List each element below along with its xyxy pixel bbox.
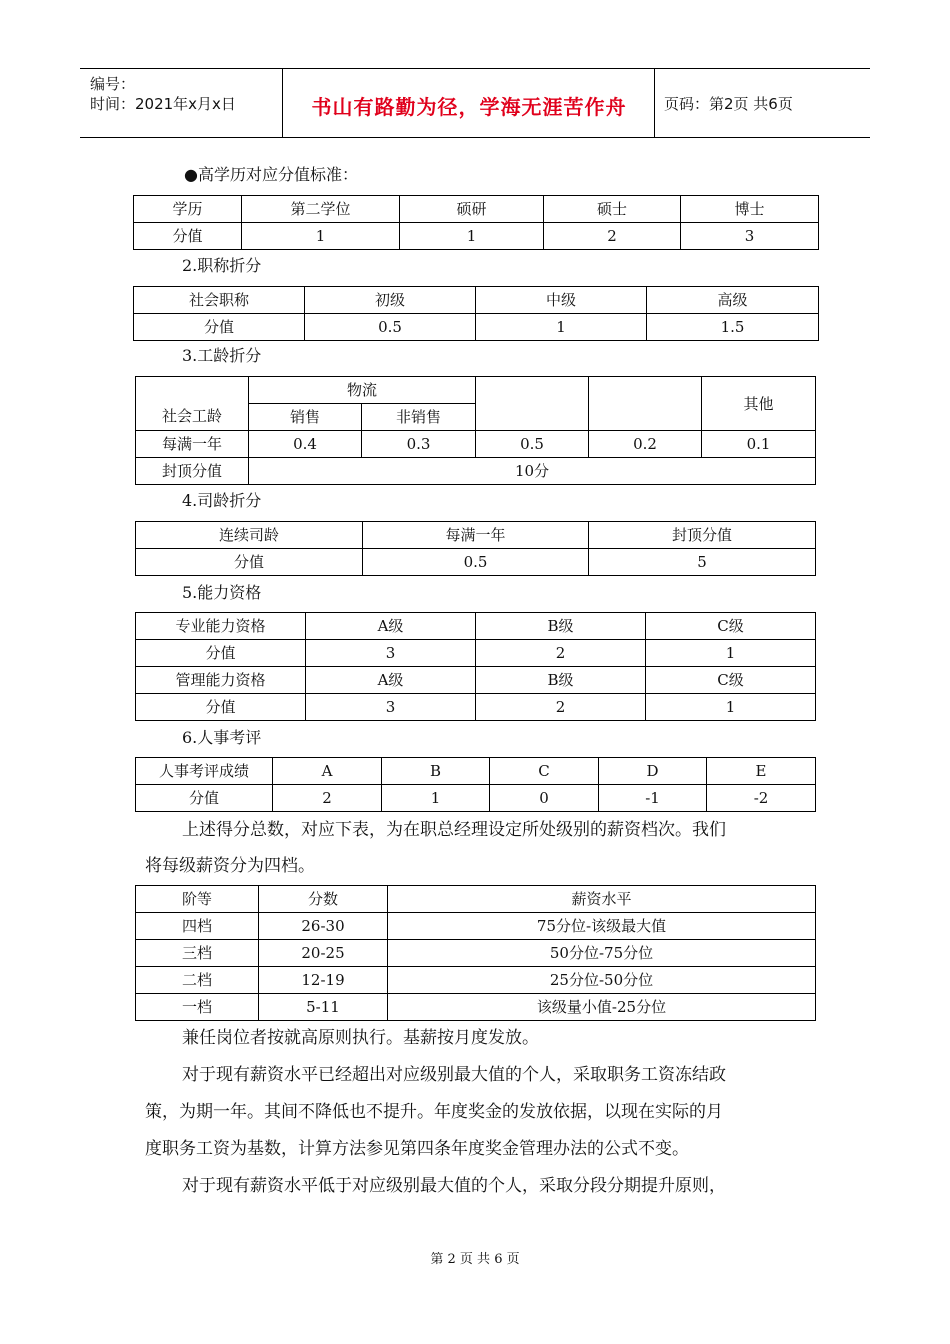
table-cell: 分值: [134, 223, 242, 250]
table-cell: 1: [646, 640, 816, 667]
table-row: [136, 667, 816, 694]
table-cell: 三档: [136, 940, 259, 967]
table-row: [136, 785, 816, 812]
table-cell: 25分位-50分位: [388, 967, 816, 994]
table-header-cell: 分数: [259, 886, 388, 913]
table-cell: 分值: [136, 640, 306, 667]
table-row: [134, 314, 819, 341]
table-cell: 0.1: [702, 431, 816, 458]
table-cell: 1: [476, 314, 647, 341]
table-cell: 硕士: [544, 196, 681, 223]
table-cell: 3: [306, 694, 476, 721]
table-cell: 2: [476, 640, 646, 667]
table-cell: 0: [490, 785, 599, 812]
table-cell: 12-19: [259, 967, 388, 994]
appraisal-table: [135, 757, 816, 812]
table-cell: B级: [476, 613, 646, 640]
salary-table: [135, 885, 816, 1021]
table-cell: 二档: [136, 967, 259, 994]
table-row: [136, 522, 816, 549]
document-date: 时间：2021年x月x日: [90, 95, 236, 113]
table-cell: 第二学位: [242, 196, 400, 223]
intro-line: 上述得分总数，对应下表，为在职总经理设定所处级别的薪资档次。我们: [182, 820, 726, 840]
table-cell: 封顶分值: [136, 458, 249, 485]
table-cell: 5-11: [259, 994, 388, 1021]
table-cell: D: [599, 758, 707, 785]
table-row: [136, 967, 816, 994]
table-cell: 0.4: [249, 431, 362, 458]
table-cell: 中级: [476, 287, 647, 314]
table-cell: A级: [306, 613, 476, 640]
table-cell: C级: [646, 667, 816, 694]
table-row: [134, 223, 819, 250]
appraisal-heading: 6.人事考评: [182, 728, 262, 747]
table-cell: 1: [242, 223, 400, 250]
table-cell: 每满一年: [136, 431, 249, 458]
education-table: [133, 195, 819, 250]
body-paragraph: 对于现有薪资水平低于对应级别最大值的个人，采取分段分期提升原则，: [182, 1176, 726, 1196]
table-cell: 3: [681, 223, 819, 250]
table-row: [136, 458, 816, 485]
table-cell: 分值: [136, 785, 273, 812]
table-cell: A: [273, 758, 382, 785]
table-cell: 销售: [249, 404, 362, 431]
table-header-cell: 阶等: [136, 886, 259, 913]
table-cell: 75分位-该级最大值: [388, 913, 816, 940]
seniority-table: [135, 376, 816, 485]
table-cell: 2: [273, 785, 382, 812]
body-paragraph: 度职务工资为基数，计算方法参见第四条年度奖金管理办法的公式不变。: [145, 1139, 689, 1159]
table-cell: 其他: [702, 377, 816, 431]
table-cell: 分值: [134, 314, 305, 341]
table-cell: 社会工龄: [136, 377, 249, 431]
table-cell: 1: [400, 223, 544, 250]
table-row: [136, 613, 816, 640]
table-cell: 1: [646, 694, 816, 721]
table-cell: 2: [544, 223, 681, 250]
ability-table: [135, 612, 816, 721]
table-cell: -1: [599, 785, 707, 812]
table-cell: 物流: [249, 377, 476, 404]
table-cell: 2: [476, 694, 646, 721]
table-cell: 1.5: [647, 314, 819, 341]
table-cell: 20-25: [259, 940, 388, 967]
table-cell: 5: [589, 549, 816, 576]
body-paragraph: 策，为期一年。其间不降低也不提升。年度奖金的发放依据，以现在实际的月: [145, 1102, 723, 1122]
table-cell: 管理能力资格: [136, 667, 306, 694]
table-cell: 0.5: [476, 431, 589, 458]
header-page-info: 页码：第2页 共6页: [664, 95, 793, 113]
table-cell: 博士: [681, 196, 819, 223]
table-row: [136, 549, 816, 576]
table-cell: C: [490, 758, 599, 785]
table-cell: 学历: [134, 196, 242, 223]
table-cell: [476, 377, 589, 431]
title-heading: 2.职称折分: [182, 256, 262, 275]
header-motto: 书山有路勤为径，学海无涯苦作舟: [311, 95, 627, 119]
table-cell: B: [382, 758, 490, 785]
table-cell: 每满一年: [363, 522, 589, 549]
table-row: [136, 994, 816, 1021]
table-cell: 3: [306, 640, 476, 667]
education-heading: ●高学历对应分值标准：: [184, 165, 358, 184]
table-cell: 0.5: [305, 314, 476, 341]
table-cell: 10分: [249, 458, 816, 485]
table-cell: 初级: [305, 287, 476, 314]
header-divider: [282, 69, 283, 137]
table-cell: -2: [707, 785, 816, 812]
table-cell: 0.2: [589, 431, 702, 458]
table-cell: 高级: [647, 287, 819, 314]
table-cell: 该级量小值-25分位: [388, 994, 816, 1021]
table-cell: 专业能力资格: [136, 613, 306, 640]
table-row: [136, 377, 816, 404]
table-header-cell: 薪资水平: [388, 886, 816, 913]
page-header: [80, 68, 870, 138]
table-cell: 26-30: [259, 913, 388, 940]
table-row: [136, 431, 816, 458]
driving-heading: 4.司龄折分: [182, 491, 262, 510]
table-cell: 四档: [136, 913, 259, 940]
table-cell: 分值: [136, 549, 363, 576]
table-cell: 封顶分值: [589, 522, 816, 549]
document-number: 编号：: [90, 75, 136, 93]
table-row: [136, 886, 816, 913]
table-cell: 社会职称: [134, 287, 305, 314]
driving-table: [135, 521, 816, 576]
table-cell: B级: [476, 667, 646, 694]
table-cell: 非销售: [362, 404, 476, 431]
table-cell: E: [707, 758, 816, 785]
body-paragraph: 兼任岗位者按就高原则执行。基薪按月度发放。: [182, 1028, 539, 1048]
table-row: [136, 940, 816, 967]
table-row: [136, 640, 816, 667]
table-cell: 0.5: [363, 549, 589, 576]
intro-line: 将每级薪资分为四档。: [145, 856, 315, 876]
table-cell: C级: [646, 613, 816, 640]
table-cell: 一档: [136, 994, 259, 1021]
table-cell: 50分位-75分位: [388, 940, 816, 967]
table-cell: 连续司龄: [136, 522, 363, 549]
table-row: [134, 196, 819, 223]
table-cell: 硕研: [400, 196, 544, 223]
page-footer: 第 2 页 共 6 页: [430, 1252, 520, 1267]
table-row: [136, 758, 816, 785]
ability-heading: 5.能力资格: [182, 583, 262, 602]
table-row: [136, 913, 816, 940]
body-paragraph: 对于现有薪资水平已经超出对应级别最大值的个人，采取职务工资冻结政: [182, 1065, 726, 1085]
table-cell: 分值: [136, 694, 306, 721]
table-cell: A级: [306, 667, 476, 694]
table-row: [134, 287, 819, 314]
header-divider: [654, 69, 655, 137]
title-table: [133, 286, 819, 341]
table-cell: 0.3: [362, 431, 476, 458]
seniority-heading: 3.工龄折分: [182, 346, 262, 365]
table-cell: [589, 377, 702, 431]
table-cell: 人事考评成绩: [136, 758, 273, 785]
table-row: [136, 694, 816, 721]
table-cell: 1: [382, 785, 490, 812]
